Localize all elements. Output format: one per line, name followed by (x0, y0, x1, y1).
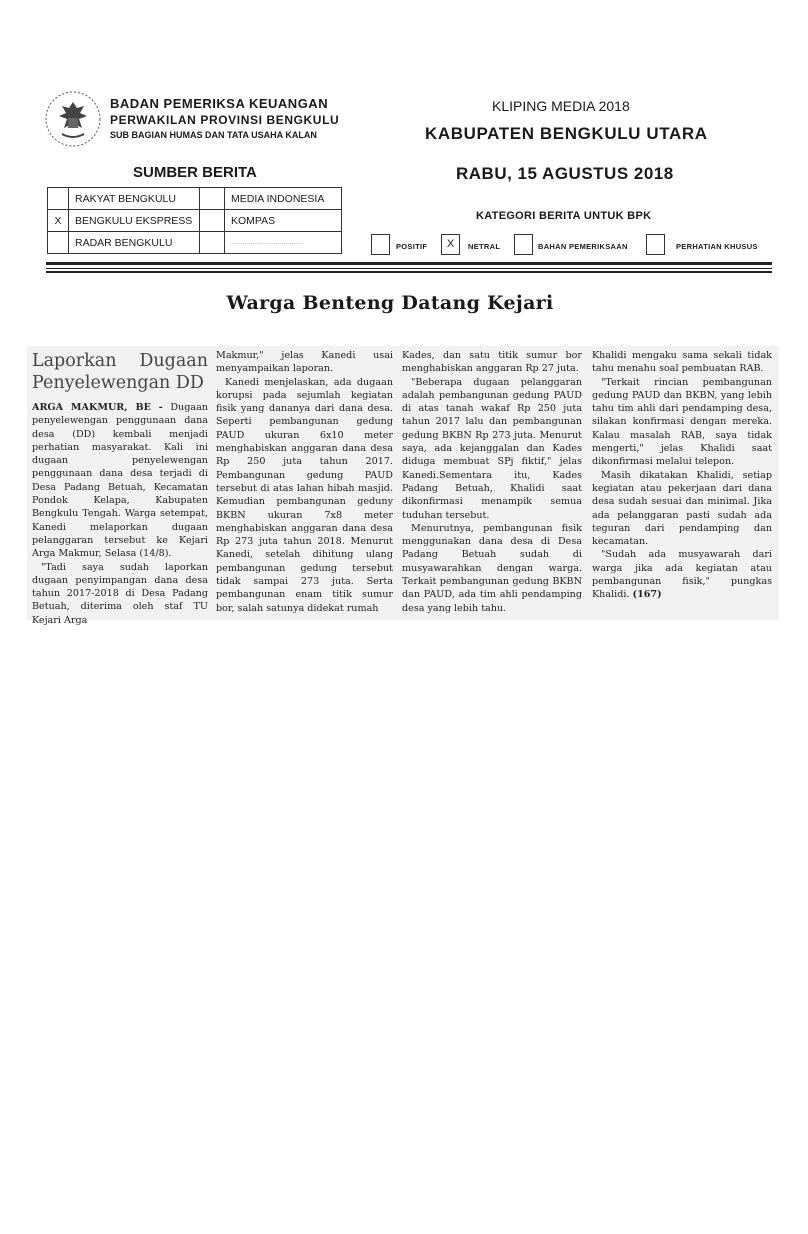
source-name: BENGKULU EKSPRESS (69, 210, 200, 232)
source-mark (48, 232, 69, 254)
article-paragraph: Khalidi mengaku sama sekali tidak tahu menahu soal pembuatan RAB. (592, 350, 772, 375)
kategori-title: KATEGORI BERITA UNTUK BPK (476, 210, 652, 222)
article-dateline: ARGA MAKMUR, BE - (32, 402, 163, 413)
article-paragraph: "Beberapa dugaan pelanggaran adalah pembangunan gedung PAUD di atas tanah wakaf Rp 250 juta tahun 2017 lalu dan pembangunan gedung BKBN Rp 273 juta. Menurut saya, ada kejanggalan dan Kades diduga membuat SPj fiktif," jelas Kanedi.Sementara itu, Kades Padang Betuah, Khalidi saat dikonfirmasi menampik semua tuduhan tersebut. (402, 376, 582, 521)
source-row (48, 188, 342, 210)
label-bahan-pemeriksaan: BAHAN PEMERIKSAAN (538, 242, 628, 251)
label-positif: POSITIF (396, 242, 428, 251)
article-paragraph: Kanedi menjelaskan, ada dugaan korupsi pada sejumlah kegiatan fisik yang dananya dari dana desa. Seperti pembangunan gedung PAUD ukuran 6x10 meter menghabiskan anggaran dana desa Rp 250 juta tahun 2017. Pembangunan gedung PAUD tersebut di atas lahan hibah masjid. Kemudian pembangunan geduny BKBN ukuran 7x8 meter menghabiskan anggaran dana desa Rp 273 juta tahun 2018. Menurut Kanedi, setelah dihitung ulang pembangunan gedung tersebut tidak sampai 273 juta. Serta pembangunan enam titik sumur bor, salah satunya didekat rumah (216, 376, 393, 614)
article-code: (167) (632, 589, 662, 601)
source-name: ..................................... (225, 232, 342, 254)
source-check (200, 210, 225, 232)
date-title: RABU, 15 AGUSTUS 2018 (456, 164, 674, 183)
source-row (48, 210, 342, 232)
article-paragraph: Kades, dan satu titik sumur bor menghabiskan anggaran Rp 27 juta. (402, 350, 582, 375)
article-column-1 (32, 350, 208, 627)
label-perhatian-khusus: PERHATIAN KHUSUS (676, 242, 758, 251)
source-mark (48, 188, 69, 210)
kabupaten-title: KABUPATEN BENGKULU UTARA (425, 124, 708, 143)
sumber-berita-title: SUMBER BERITA (133, 164, 257, 181)
divider (46, 262, 772, 265)
org-subdivision: SUB BAGIAN HUMAS DAN TATA USAHA KALAN (110, 130, 317, 140)
article-paragraph: "Sudah ada musyawarah dari warga jika ada kegiatan atau pembangunan fisik," pungkas Khalidi. (167) (592, 549, 772, 601)
source-check (200, 232, 225, 254)
checkbox-netral[interactable]: X (441, 234, 460, 255)
article-column-4 (592, 349, 772, 602)
source-table (47, 187, 342, 254)
checkbox-bahan-pemeriksaan[interactable] (514, 234, 533, 255)
org-name: BADAN PEMERIKSA KEUANGAN (110, 96, 329, 111)
checkbox-positif[interactable] (371, 234, 390, 255)
source-name: RADAR BENGKULU (69, 232, 200, 254)
article-paragraph: Menurutnya, pembangunan fisik menggunakan dana desa di Desa Padang Betuah sudah di musyawarahkan dengan warga. Terkait pembangunan gedung BKBN dan PAUD, ada tim ahli pendamping desa yang lebih tahu. (402, 522, 582, 614)
article-clipping (27, 346, 779, 626)
source-name: MEDIA INDONESIA (225, 188, 342, 210)
source-row (48, 232, 342, 254)
label-netral: NETRAL (468, 242, 501, 251)
source-check (200, 188, 225, 210)
checkbox-perhatian-khusus[interactable] (646, 234, 665, 255)
article-subheadline: Laporkan Dugaan Penyelewengan DD (32, 351, 208, 393)
article-paragraph: "Tadi saya sudah laporkan dugaan penyimpangan dana desa tahun 2017-2018 di Desa Padang Betuah, diterima oleh staf TU Kejari Arga (32, 561, 208, 626)
article-column-2 (216, 349, 393, 615)
article-headline: Warga Benteng Datang Kejari (226, 292, 554, 314)
source-mark: X (48, 210, 69, 232)
source-name: RAKYAT BENGKULU (69, 188, 200, 210)
article-paragraph: Masih dikatakan Khalidi, setiap kegiatan atau pekerjaan dari dana desa sudah sesuai dan minimal. Jika ada pelanggaran pasti sudah ada teguran dari pendamping dan kecamatan. (592, 469, 772, 548)
garuda-emblem-icon (42, 88, 104, 150)
kliping-title: KLIPING MEDIA 2018 (492, 98, 630, 114)
article-column-3 (402, 349, 582, 615)
org-branch: PERWAKILAN PROVINSI BENGKULU (110, 113, 340, 127)
source-name: KOMPAS (225, 210, 342, 232)
article-paragraph: "Terkait rincian pembangunan gedung PAUD dan BKBN, yang lebih tahu tim ahli dari pendamping desa, silakan konfirmasi dengan mereka. Kalau masalah RAB, saya tidak mengerti," jelas Khalidi saat dikonfirmasi melalui telepon. (592, 376, 772, 468)
article-paragraph: ARGA MAKMUR, BE - Dugaan penyelewengan penggunaan dana desa (DD) kembali menjadi perhatian masyarakat. Kali ini dugaan penyelewengan penggunaan dana desa terjadi di Desa Padang Betuah, Kecamatan Pondok Kelapa, Kabupaten Bengkulu Tengah. Warga setempat, Kanedi melaporkan dugaan pelanggaran tersebut ke Kejari Arga Makmur, Selasa (14/8). (32, 402, 208, 560)
divider (46, 271, 772, 273)
article-paragraph: Makmur," jelas Kanedi usai menyampaikan laporan. (216, 350, 393, 375)
divider (46, 268, 772, 269)
